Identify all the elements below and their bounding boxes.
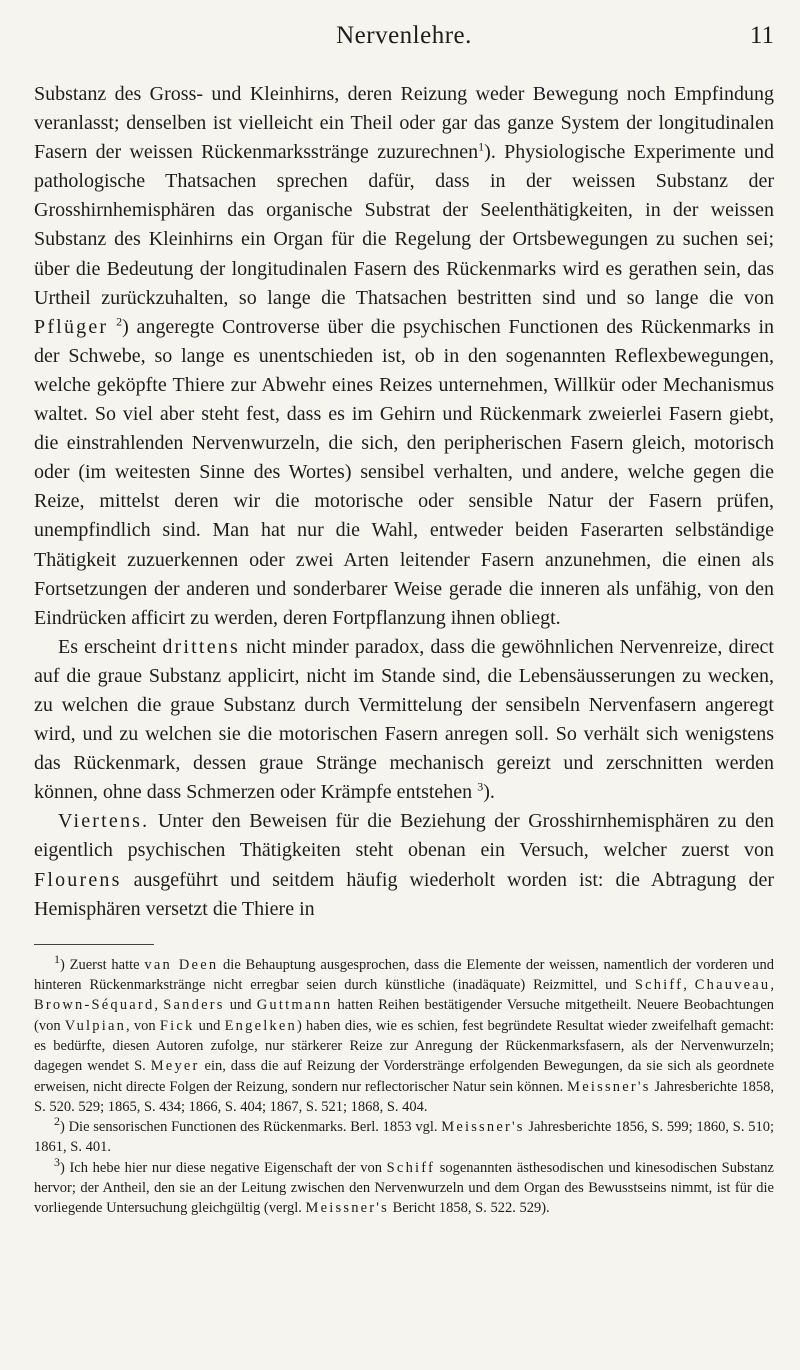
footnote-marker: 2 [116,314,123,329]
footnote-marker: 1 [54,951,60,966]
running-title: Nervenlehre. [336,22,472,49]
page-header [34,0,774,58]
spaced-name: Viertens. [58,810,150,833]
spaced-name: Pflüger [34,315,109,338]
text-run: , [683,977,695,994]
text-run: ) haben dies, wie es schien, fest begründete Resultat wieder zweifelhaft gemacht: es bedürfte, diesen Autoren zufolge, nur stärkerer Reize zur Anregung der Rückenmarksfasern, als der Nervenwurzeln; dagegen wendet S. [34,1017,775,1075]
spaced-name: van Deen [144,956,219,973]
footnotes [34,951,775,1219]
footnote [34,1114,774,1158]
text-run: ) Die sensorischen Functionen des Rückenmarks. Berl. 1853 vgl. [60,1119,442,1136]
text-run: Es erscheint [58,635,163,658]
text-run: Unter den Beweisen für die Beziehung der Grosshirnhemisphären zu den eigentlich psychischen Thätigkeiten steht obenan ein Versuch, welcher zuerst von [34,810,774,862]
spaced-name: Vulpian [64,1017,127,1034]
spaced-name: Flourens [34,868,122,891]
spaced-name: Engelken [224,1017,297,1034]
spaced-name: Chauveau [694,977,771,994]
text-run: Jahresberichte 1858, S. 520. 529; 1865, S. 434; 1866, S. 404; 1867, S. 521; 1868, S. 404. [34,1078,774,1115]
text-run: , [154,997,164,1014]
text-run: ). Physiologische Experimente und pathologische Thatsachen sprechen dafür, dass in der weissen Substanz der Grosshirnhemisphären das organische Substrat der Seelenthätigkeiten, in der weissen Substanz des Kleinhirns ein Organ für die Regelung der Ortsbewegungen zu suchen sei; über die Bedeutung der longitudinalen Fasern des Rückenmarks wird es gerathen sein, das Urtheil zurückzuhalten, so lange die Thatsachen bestritten sind und so lange die von [34,141,775,309]
spaced-name: Meissner's [567,1078,651,1095]
text-run: ). [483,781,495,804]
spaced-name: Fick [159,1017,195,1034]
spaced-name: Brown-Séquard [34,997,155,1014]
footnote-divider [34,944,154,945]
text-run: Bericht 1858, S. 522. 529). [388,1200,550,1217]
spaced-name: Sanders [163,997,225,1014]
spaced-name: Meissner's [305,1200,389,1217]
text-run: ein, dass die auf Reizung der Vorderstränge erfolgenden Bewegungen, da sie sich als geordnete erweisen, nicht directe Folgen der Reizung, sondern nur reflectorischer Natur sein können. [34,1058,774,1095]
text-run: ) Zuerst hatte [60,956,145,973]
spaced-name: Schiff [386,1159,436,1176]
footnote [34,1154,774,1219]
text-run: , [770,977,774,994]
paragraph [34,633,774,808]
paragraph [34,807,774,923]
text-run: sogenannten ästhesodischen und kinesodischen Substanz hervor; der Antheil, den sie an der Leitung zwischen den Nervenwurzeln und dem Organ des Bewusstseins nimmt, ist für die vorliegende Untersuchung gleichgültig (vergl. [34,1159,774,1217]
spaced-name: Schiff [634,977,684,994]
paragraph [34,80,774,633]
spaced-name: Meissner's [441,1119,525,1136]
footnote-marker: 3 [477,779,484,794]
spaced-name: Meyer [150,1058,200,1075]
text-run: ) Ich hebe hier nur diese negative Eigenschaft der von [60,1159,387,1176]
footnote-marker: 2 [54,1114,60,1129]
text-run: , von [126,1017,160,1034]
footnote-marker: 3 [54,1154,60,1169]
text-run: die Behauptung ausgesprochen, dass die Elemente der weissen, namentlich der vorderen und hinteren Rückenmarkstränge nicht erregbar seien durch künstliche (inadäquate) Reizmittel, und [34,956,774,994]
text-run: nicht minder paradox, dass die gewöhnlichen Nervenreize, direct auf die graue Substanz applicirt, nicht im Stande sind, die Lebensäusserungen zu wecken, zu welchen die graue Substanz durch Vermittelung der sensibeln Nervenfasern angeregt wird, und zu welchen sie die motorischen Fasern anregen soll. So verhält sich wenigstens das Rückenmark, dessen graue Stränge mechanisch gereizt und zerschnitten werden können, ohne dass Schmerzen oder Krämpfe entstehen [34,635,774,804]
footnote-marker: 1 [478,139,485,154]
text-run [108,316,116,338]
text-run: ausgeführt und seitdem häufig wiederholt worden ist: die Abtragung der Hemisphären versetzt die Thiere in [34,868,774,920]
text-run: und [224,997,257,1014]
footnote [34,951,775,1117]
text-run: und [194,1017,225,1034]
text-run: Substanz des Gross- und Kleinhirns, deren Reizung weder Bewegung noch Empfindung veranlasst; denselben ist vielleicht ein Theil oder gar das ganze System der longitudinalen Fasern der weissen Rückenmarksstränge zuzurechnen [34,83,774,164]
page-number: 11 [749,22,774,49]
spaced-name: drittens [162,635,240,658]
text-run: Jahresberichte 1856, S. 599; 1860, S. 510; 1861, S. 401. [34,1119,774,1156]
text-run: ) angeregte Controverse über die psychischen Functionen des Rückenmarks in der Schwebe, so lange es unentschieden ist, ob in den sogenannten Reflexbewegungen, welche geköpfte Thiere zur Abwehr eines Reizes unternehmen, Willkür oder Mechanismus waltet. So viel aber steht fest, dass es im Gehirn und Rückenmark zweierlei Fasern giebt, die einstrahlenden Nervenwurzeln, die sich, den peripherischen Fasern gleich, motorisch oder (im weitesten Sinne des Wortes) sensibel verhalten, und andere, welche gegen die Reize, mittelst deren wir die motorische oder sensible Natur der Fasern prüfen, unempfindlich sind. Man hat nur die Wahl, entweder beiden Faserarten selbständige Thätigkeit zuzuerkennen oder zwei Arten leitender Fasern anzunehmen, die einen als Fortsetzungen der anderen und sonderbarer Weise gerade die inneren als unfähig, von den Eindrücken afficirt zu werden, deren Fortpflanzung ihnen obliegt. [34,315,775,629]
spaced-name: Guttmann [256,997,333,1014]
body-text [34,80,774,924]
text-run: hatten Reihen bestätigender Versuche mitgetheilt. Neuere Beobachtungen (von [34,997,774,1034]
book-page [34,0,774,1219]
